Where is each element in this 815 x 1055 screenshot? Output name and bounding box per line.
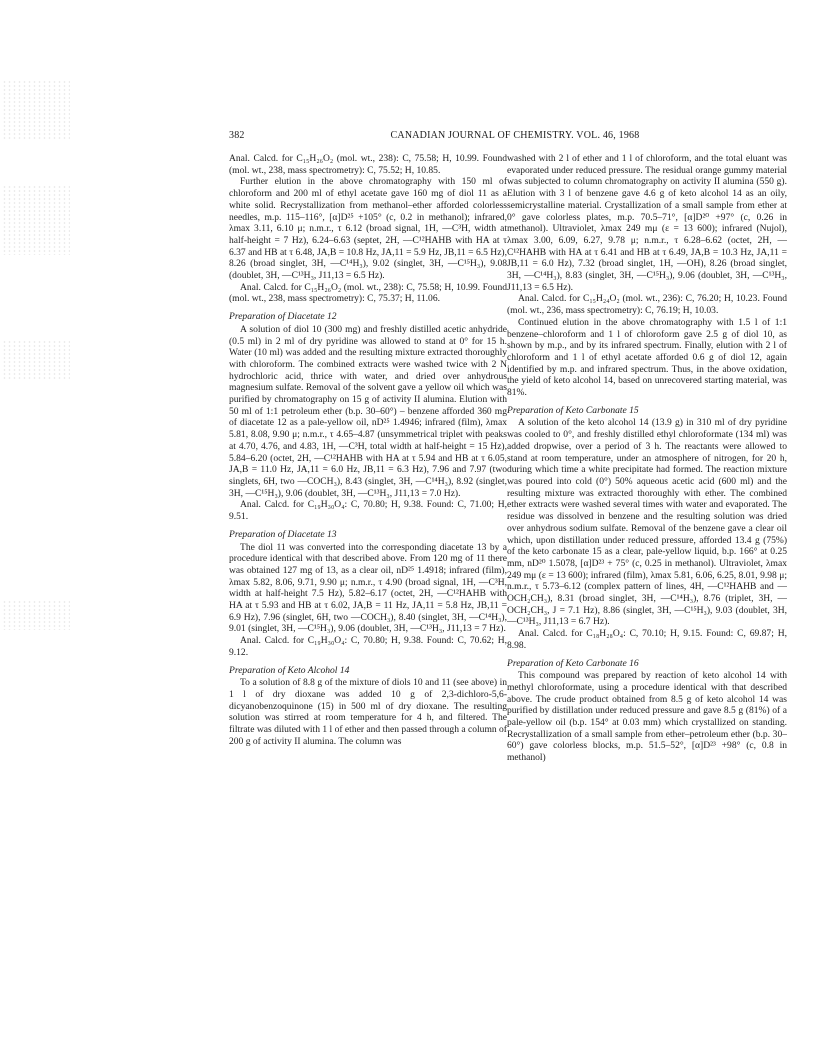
section-heading: Preparation of Diacetate 13 xyxy=(229,528,337,540)
scan-margin-speckle-middle xyxy=(2,185,70,255)
section-heading: Preparation of Keto Alcohol 14 xyxy=(229,664,350,676)
scan-margin-speckle-top xyxy=(2,80,70,140)
running-head: CANADIAN JOURNAL OF CHEMISTRY. VOL. 46, 1968 xyxy=(390,130,640,141)
left-column xyxy=(229,153,507,1045)
page-number: 382 xyxy=(229,130,245,141)
body-paragraph: Anal. Calcd. for C₁₅H₂₆O₂ (mol. wt., 238): C, 75.58; H, 10.99. Found (mol. wt., 238, mass spectrometry): C, 75.37; H, 11.06. xyxy=(229,281,507,305)
body-paragraph: washed with 2 l of ether and 1 l of chloroform, and the total eluant was evaporated under reduced pressure. The residual orange gummy material was subjected to column chromatography on activity II alumina (550 g). Elution with 3 l of benzene gave 4.6 g of keto alcohol 14 as an oily, semicrystalline material. Crystallization of a small sample from ether at 0° gave colorless plates, m.p. 70.5–71°, [α]D²⁰ +97° (c, 0.26 in methanol). Ultraviolet, λmax 249 mμ (ε = 13 600); infrared (Nujol), λmax 3.00, 6.09, 6.27, 9.78 μ; n.m.r., τ 6.28–6.62 (octet, 2H, —C¹²HAHB with HA at τ 6.41 and HB at τ 6.49, JA,B = 10.3 Hz, JA,11 = JB,11 = 6.0 Hz), 7.32 (broad singlet, 1H, —OH), 8.26 (broad singlet, 3H, —C¹⁴H₃), 8.83 (singlet, 3H, —C¹⁵H₃), 9.06 (doublet, 3H, —C¹³H₃, J11,13 = 6.5 Hz). xyxy=(507,153,787,293)
body-paragraph: To a solution of 8.8 g of the mixture of diols 10 and 11 (see above) in 1 l of dry dioxane was added 10 g of 2,3-dichloro-5,6-dicyanobenzoquinone (15) in 500 ml of dry dioxane. The resulting solution was stirred at room temperature for 4 h, and filtered. The filtrate was diluted with 1 l of ether and then passed through a column of 200 g of activity II alumina. The column was xyxy=(229,677,507,747)
body-paragraph: This compound was prepared by reaction of keto alcohol 14 with methyl chloroformate, using a procedure identical with that described above. The crude product obtained from 8.5 g of keto alcohol 14 was purified by distillation under reduced pressure and gave 8.5 g (81%) of a pale-yellow oil (b.p. 154° at 0.03 mm) which crystallized on standing. Recrystallization of a small sample from ether–petroleum ether (b.p. 30–60°) gave colorless blocks, m.p. 51.5–52°, [α]D²³ +98° (c, 0.8 in methanol) xyxy=(507,670,787,764)
right-column xyxy=(507,153,787,1045)
body-paragraph: Anal. Calcd. for C₁₅H₂₄O₂ (mol. wt., 236): C, 76.20; H, 10.23. Found (mol. wt., 236, mass spectrometry): C, 76.19; H, 10.03. xyxy=(507,293,787,317)
body-paragraph: A solution of diol 10 (300 mg) and freshly distilled acetic anhydride (0.5 ml) in 2 ml of dry pyridine was allowed to stand at 0° for 15 h. Water (10 ml) was added and the resulting mixture extracted thoroughly with chloroform. The combined extracts were washed twice with 2 N hydrochloric acid, thrice with water, and dried over anhydrous magnesium sulfate. Removal of the solvent gave a yellow oil which was purified by chromatography on 15 g of activity II alumina. Elution with 50 ml of 1:1 petroleum ether (b.p. 30–60°) – benzene afforded 360 mg of diacetate 12 as a pale-yellow oil, nD²⁵ 1.4946; infrared (film), λmax 5.81, 8.08, 9.90 μ; n.m.r., τ 4.65–4.87 (unsymmetrical triplet with peaks at 4.70, 4.76, and 4.83, 1H, —C³H, total width at half-height = 15 Hz), 5.84–6.20 (octet, 2H, —C¹²HAHB with HA at τ 5.94 and HB at τ 6.05, JA,B = 11.0 Hz, JA,11 = 6.0 Hz, JB,11 = 6.3 Hz), 7.96 and 7.97 (two singlets, 6H, two —COCH₃), 8.43 (singlet, 3H, —C¹⁴H₃), 8.92 (singlet, 3H, —C¹⁵H₃), 9.06 (doublet, 3H, —C¹³H₃, J11,13 = 7.0 Hz). xyxy=(229,323,507,499)
section-heading: Preparation of Keto Carbonate 16 xyxy=(507,657,639,669)
section-heading: Preparation of Diacetate 12 xyxy=(229,311,337,323)
page-header xyxy=(229,130,801,144)
body-paragraph: Anal. Calcd. for C₁₈H₂₈O₄: C, 70.10; H, 9.15. Found: C, 69.87; H, 8.98. xyxy=(507,628,787,651)
body-paragraph: Further elution in the above chromatography with 150 ml of chloroform and 200 ml of ethyl acetate gave 160 mg of diol 11 as a white solid. Recrystallization from methanol–ether afforded colorless needles, m.p. 115–116°, [α]D²⁵ +105° (c, 0.2 in methanol); infrared, λmax 3.11, 6.10 μ; n.m.r., τ 6.12 (broad signal, 1H, —C³H, width at half-height = 7 Hz), 6.24–6.63 (septet, 2H, —C¹²HAHB with HA at τ 6.37 and HB at τ 6.48, JA,B = 10.8 Hz, JA,11 = 5.9 Hz, JB,11 = 6.5 Hz), 8.26 (broad singlet, 3H, —C¹⁴H₃), 9.02 (singlet, 3H, —C¹⁵H₃), 9.08 (doublet, 3H, —C¹³H₃, J11,13 = 6.5 Hz). xyxy=(229,176,507,282)
section-heading: Preparation of Keto Carbonate 15 xyxy=(507,404,639,416)
body-paragraph: Anal. Calcd. for C₁₉H₃₀O₄: C, 70.80; H, 9.38. Found: C, 71.00; H, 9.51. xyxy=(229,499,507,523)
body-paragraph: The diol 11 was converted into the corresponding diacetate 13 by a procedure identical with that described above. From 120 mg of 11 there was obtained 127 mg of 13, as a clear oil, nD²⁵ 1.4918; infrared (film), λmax 5.82, 8.06, 9.71, 9.90 μ; n.m.r., τ 4.90 (broad signal, 1H, —C³H, width at half-height 7.5 Hz), 5.82–6.17 (octet, 2H, —C¹²HAHB with HA at τ 5.93 and HB at τ 6.02, JA,B = 11 Hz, JA,11 = 5.8 Hz, JB,11 = 6.9 Hz), 7.96 (singlet, 6H, two —COCH₃), 8.40 (singlet, 3H, —C¹⁴H₃), 9.01 (singlet, 3H, —C¹⁵H₃), 9.06 (doublet, 3H, —C¹³H₃, J11,13 = 7 Hz). xyxy=(229,541,507,635)
body-paragraph: Anal. Calcd. for C₁₉H₃₀O₄: C, 70.80; H, 9.38. Found: C, 70.62; H, 9.12. xyxy=(229,635,507,658)
body-paragraph: Anal. Calcd. for C₁₅H₂₆O₂ (mol. wt., 238): C, 75.58; H, 10.99. Found (mol. wt., 238, mass spectrometry): C, 75.52; H, 10.85. xyxy=(229,153,507,176)
body-paragraph: A solution of the keto alcohol 14 (13.9 g) in 310 ml of dry pyridine was cooled to 0°, and freshly distilled ethyl chloroformate (134 ml) was added dropwise, over a period of 3 h. The reactants were allowed to stand at room temperature, under an atmosphere of nitrogen, for 20 h, during which time a white precipitate had formed. The reaction mixture was poured into cold (0°) 50% aqueous acetic acid (600 ml) and the resulting mixture was extracted thoroughly with ether. The combined ether extracts were washed several times with water and evaporated. The residue was dissolved in benzene and the resulting solution was dried over anhydrous sodium sulfate. Removal of the benzene gave a clear oil which, upon distillation under reduced pressure, afforded 13.4 g (75%) of the keto carbonate 15 as a clear, pale-yellow liquid, b.p. 166° at 0.25 mm, nD²⁰ 1.5078, [α]D²³ + 75° (c, 0.25 in methanol). Ultraviolet, λmax 249 mμ (ε = 13 600); infrared (film), λmax 5.81, 6.06, 6.25, 8.01, 9.98 μ; n.m.r., τ 5.73–6.12 (complex pattern of lines, 4H, —C¹²HAHB and —OCH₂CH₃), 8.31 (broad singlet, 3H, —C¹⁴H₃), 8.76 (triplet, 3H, —OCH₂CH₃, J = 7.1 Hz), 8.86 (singlet, 3H, —C¹⁵H₃), 9.03 (doublet, 3H, —C¹³H₃, J11,13 = 6.7 Hz). xyxy=(507,417,787,628)
scan-margin-speckle-lower xyxy=(2,340,70,380)
body-paragraph: Continued elution in the above chromatography with 1.5 l of 1:1 benzene–chloroform and 1 l of chloroform gave 2.5 g of diol 10, as shown by m.p., and by its infrared spectrum. Finally, elution with 2 l of chloroform and 1 l of ethyl acetate afforded 0.6 g of diol 12, again identified by m.p. and infrared spectrum. Thus, in the above oxidation, the yield of keto alcohol 14, based on unrecovered starting material, was 81%. xyxy=(507,316,787,399)
scan-margin-speckle-bottom xyxy=(2,600,70,630)
